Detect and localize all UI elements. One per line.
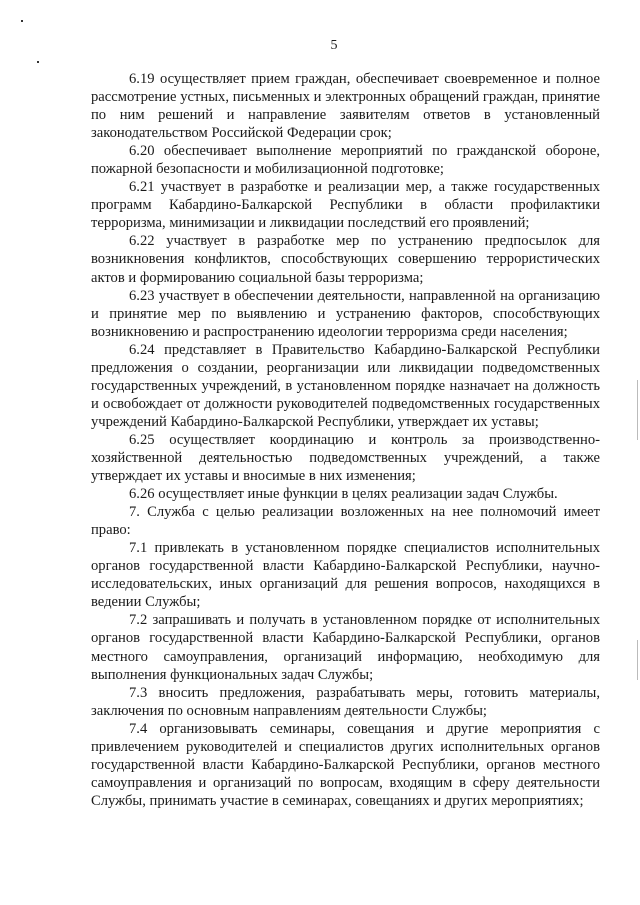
paragraph-6-24: 6.24 представляет в Правительство Кабардино-Балкарской Республики предложения о создании, реорганизации или ликвидации подведомственных государственных учреждений, в установленном порядке назначает на должность и освобождает от должности руководителей подведомственных государственных учреждений Кабардино-Балкарской Республики, утверждает их уставы;	[91, 341, 600, 430]
paragraph-6-25: 6.25 осуществляет координацию и контроль за производственно-хозяйственной деятельностью подведомственных учреждений, а также утверждает их уставы и вносимые в них изменения;	[91, 431, 600, 485]
paragraph-6-23: 6.23 участвует в обеспечении деятельности, направленной на организацию и принятие мер по выявлению и устранению факторов, способствующих возникновению и распространению идеологии терроризма среди населения;	[91, 287, 600, 340]
paragraph-6-26: 6.26 осуществляет иные функции в целях реализации задач Службы.	[129, 486, 558, 503]
paragraph-7-3: 7.3 вносить предложения, разрабатывать меры, готовить материалы, заключения по основным направлениям деятельности Службы;	[91, 684, 600, 719]
scan-edge-mark	[637, 640, 638, 680]
paragraph-7-1: 7.1 привлекать в установленном порядке специалистов исполнительных органов государственной власти Кабардино-Балкарской Республики, научно-исследовательских, иных организаций для решения вопросов, находящихся в ведении Службы;	[91, 540, 600, 611]
paragraph-7-4: 7.4 организовывать семинары, совещания и другие мероприятия с привлечением руководителей и специалистов других исполнительных органов государственной власти Кабардино-Балкарской Республики, органов местного самоуправления и организаций по вопросам, входящим в сферу деятельности Службы, принимать участие в семинарах, совещаниях и других мероприятиях;	[91, 720, 600, 809]
scan-speck	[21, 20, 23, 22]
paragraph-6-21: 6.21 участвует в разработке и реализации мер, а также государственных программ Кабардино-Балкарской Республики в области профилактики терроризма, минимизации и ликвидации последствий его проявлений;	[91, 179, 600, 232]
paragraph-7: 7. Служба с целью реализации возложенных на нее полномочий имеет право:	[91, 504, 600, 539]
scan-speck	[37, 61, 39, 63]
scan-edge-mark	[637, 380, 638, 440]
paragraph-6-22: 6.22 участвует в разработке мер по устранению предпосылок для возникновения конфликтов, способствующих совершению террористических актов и формированию социальной базы терроризма;	[91, 233, 600, 286]
paragraph-6-20: 6.20 обеспечивает выполнение мероприятий по гражданской обороне, пожарной безопасности и мобилизационной подготовке;	[91, 143, 600, 178]
page-number: 5	[330, 38, 338, 53]
document-body	[91, 70, 600, 810]
paragraph-6-19: 6.19 осуществляет прием граждан, обеспечивает своевременное и полное рассмотрение устных, письменных и электронных обращений граждан, принятие по ним решений и направление заявителям ответов в установленный законодательством Российской Федерации срок;	[91, 71, 600, 142]
paragraph-7-2: 7.2 запрашивать и получать в установленном порядке от исполнительных органов государственной власти Кабардино-Балкарской Республики, органов местного самоуправления, организаций информацию, необходимую для выполнения функциональных задач Службы;	[91, 612, 600, 683]
